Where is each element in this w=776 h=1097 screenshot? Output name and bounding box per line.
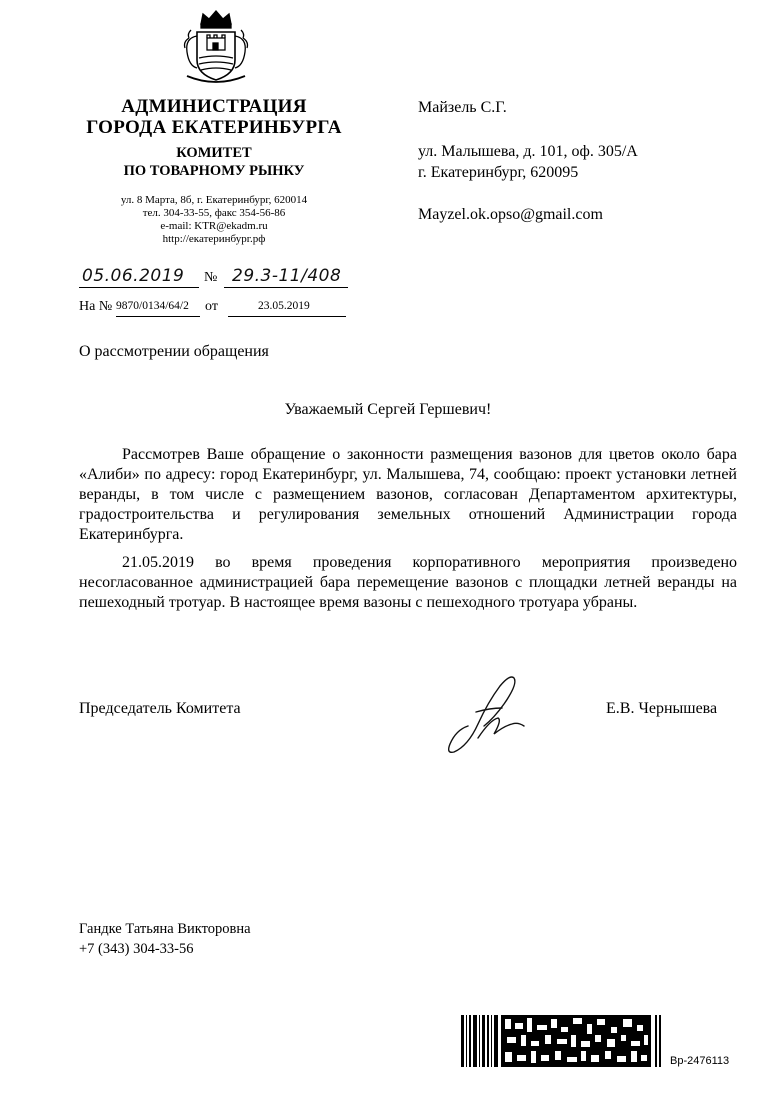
recipient-city: г. Екатеринбург, 620095 xyxy=(418,164,579,181)
body-paragraph-1: Рассмотрев Ваше обращение о законности размещения вазонов для цветов около бара «Алиби» по адресу: город Екатеринбург, ул. Малышева, 74, сообщаю: проект установки летней веранды, в том числе с размещением вазонов, согласован Департаментом архитектуры, градостроительства и регулирования земельных отношений Администрации города Екатеринбурга. xyxy=(79,446,737,543)
handwritten-signature xyxy=(438,668,534,760)
ref-date: 23.05.2019 xyxy=(258,300,310,312)
ref-from-label: от xyxy=(205,299,218,314)
reg-number-sign: № xyxy=(204,270,218,285)
executor-name: Гандке Татьяна Викторовна xyxy=(79,921,251,937)
coat-of-arms-icon xyxy=(181,8,251,86)
signatory-title: Председатель Комитета xyxy=(79,700,241,717)
ref-label: На № xyxy=(79,299,113,314)
letter-subject: О рассмотрении обращения xyxy=(79,343,269,360)
sender-site: http://екатеринбург.рф xyxy=(162,233,266,245)
committee-line1: КОМИТЕТ xyxy=(176,145,252,161)
reg-date: 05.06.2019 xyxy=(82,266,185,286)
ref-date-underline xyxy=(228,316,346,317)
reg-number: 29.3-11/408 xyxy=(232,266,342,286)
body-paragraph-2: 21.05.2019 во время проведения корпоративного мероприятия произведено несогласованное администрацией бара перемещение вазонов с площадки летней веранды на пешеходный тротуар. В настоящее время вазоны с пешеходного тротуара убраны. xyxy=(79,554,737,611)
executor-phone: +7 (343) 304-33-56 xyxy=(79,941,194,957)
recipient-email: Mayzel.ok.opso@gmail.com xyxy=(418,206,603,223)
barcode-number: Вр-2476113 xyxy=(670,1055,730,1067)
recipient-name: Майзель С.Г. xyxy=(418,99,507,116)
sender-email: e-mail: KTR@ekadm.ru xyxy=(160,220,268,232)
ref-number-underline xyxy=(116,316,200,317)
committee-line2: ПО ТОВАРНОМУ РЫНКУ xyxy=(123,163,305,179)
reg-number-underline xyxy=(224,287,348,288)
letter-greeting: Уважаемый Сергей Гершевич! xyxy=(284,401,492,418)
sender-address: ул. 8 Марта, 8б, г. Екатеринбург, 620014 xyxy=(120,194,308,206)
org-name-line1: АДМИНИСТРАЦИЯ xyxy=(121,96,307,117)
sender-phone: тел. 304-33-55, факс 354-56-86 xyxy=(142,207,286,219)
reg-date-underline xyxy=(79,287,199,288)
ref-number: 9870/0134/64/2 xyxy=(116,300,189,312)
org-name-line2: ГОРОДА ЕКАТЕРИНБУРГА xyxy=(86,117,342,138)
barcode-icon xyxy=(461,1015,661,1067)
recipient-street: ул. Малышева, д. 101, оф. 305/А xyxy=(418,143,638,160)
signatory-name: Е.В. Чернышева xyxy=(606,700,718,717)
